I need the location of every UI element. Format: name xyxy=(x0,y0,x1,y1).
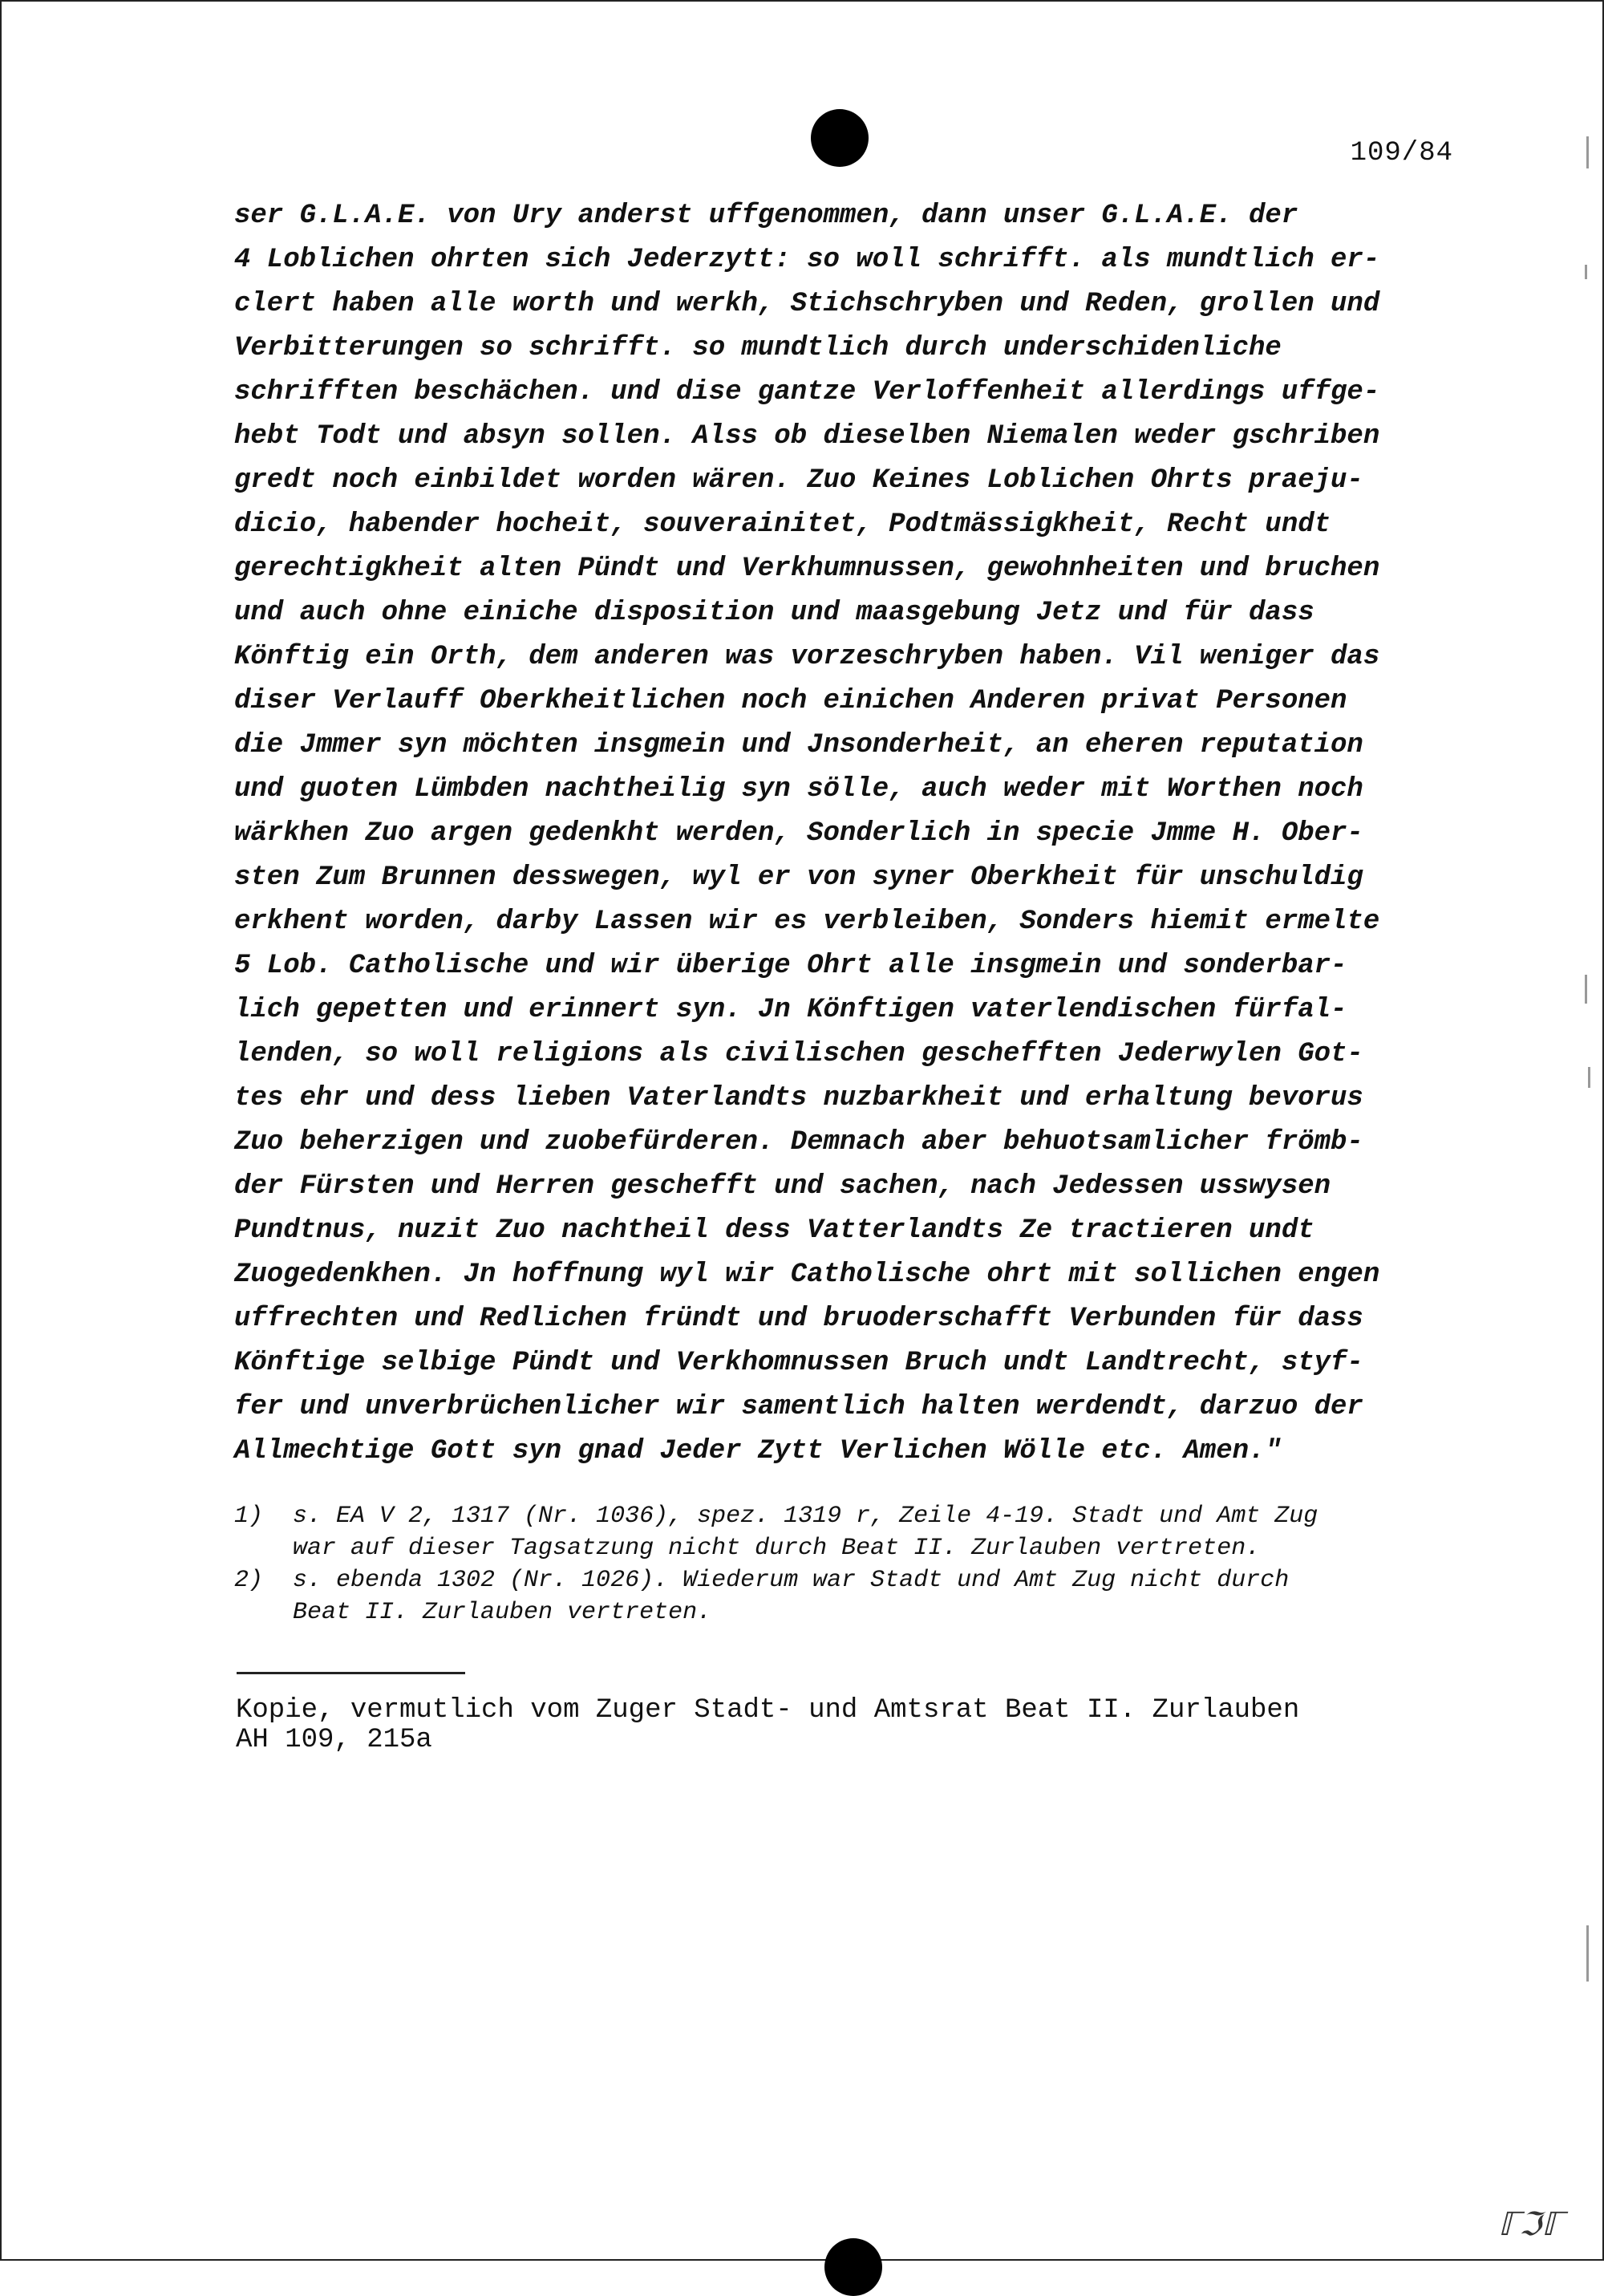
body-text-line: dicio, habender hocheit, souverainitet, Podtmässigkheit, Recht undt xyxy=(234,509,1331,540)
footnote-line: s. ebenda 1302 (Nr. 1026). Wiederum war Stadt und Amt Zug nicht durch xyxy=(293,1567,1290,1594)
body-text-line: und guoten Lümbden nachtheilig syn sölle, auch weder mit Worthen noch xyxy=(234,774,1363,805)
margin-mark xyxy=(1586,136,1589,168)
footnote-line: Beat II. Zurlauben vertreten. xyxy=(293,1599,712,1626)
body-text-line: diser Verlauff Oberkheitlichen noch einichen Anderen privat Personen xyxy=(234,686,1347,716)
margin-mark xyxy=(1585,265,1587,279)
margin-mark xyxy=(1588,1067,1590,1088)
body-text-line: gredt noch einbildet worden wären. Zuo Keines Loblichen Ohrts praeju- xyxy=(234,465,1363,496)
body-text-line: und auch ohne einiche disposition und maasgebung Jetz und für dass xyxy=(234,598,1314,628)
body-text-line: gerechtigkheit alten Pündt und Verkhumnussen, gewohnheiten und bruchen xyxy=(234,554,1380,584)
body-text-line: uffrechten und Redlichen fründt und bruoderschafft Verbunden für dass xyxy=(234,1304,1363,1334)
body-text-line: lich gepetten und erinnert syn. Jn Könftigen vaterlendischen fürfal- xyxy=(234,995,1347,1025)
corner-mark: ℾℑℾ xyxy=(1498,2209,1563,2245)
body-text xyxy=(234,194,1469,1474)
body-text-line: hebt Todt und absyn sollen. Alss ob dieselben Niemalen weder gschriben xyxy=(234,421,1380,452)
footnote-number: 2) xyxy=(234,1567,264,1594)
body-text-line: Zuo beherzigen und zuobefürderen. Demnach aber behuotsamlicher frömb- xyxy=(234,1127,1363,1158)
body-text-line: Verbitterungen so schrifft. so mundtlich durch underschidenliche xyxy=(234,333,1282,363)
margin-mark xyxy=(1585,975,1587,1004)
body-text-line: Pundtnus, nuzit Zuo nachtheil dess Vatterlandts Ze tractieren undt xyxy=(234,1215,1314,1246)
footnote-line: war auf dieser Tagsatzung nicht durch Beat II. Zurlauben vertreten. xyxy=(293,1535,1261,1562)
margin-mark xyxy=(1586,1925,1589,1982)
body-text-line: schrifften beschächen. und dise gantze Verloffenheit allerdings uffge- xyxy=(234,377,1380,408)
footnote-separator xyxy=(237,1672,465,1674)
body-text-line: sten Zum Brunnen desswegen, wyl er von syner Oberkheit für unschuldig xyxy=(234,862,1363,893)
footnote-number: 1) xyxy=(234,1503,264,1530)
body-text-line: die Jmmer syn möchten insgmein und Jnsonderheit, an eheren reputation xyxy=(234,730,1363,761)
body-text-line: erkhent worden, darby Lassen wir es verbleiben, Sonders hiemit ermelte xyxy=(234,907,1380,937)
footnotes xyxy=(234,1500,1469,1629)
body-text-line: der Fürsten und Herren geschefft und sachen, nach Jedessen usswysen xyxy=(234,1171,1331,1202)
body-text-line: lenden, so woll religions als civilischen geschefften Jederwylen Got- xyxy=(234,1039,1363,1069)
body-text-line: ser G.L.A.E. von Ury anderst uffgenommen, dann unser G.L.A.E. der xyxy=(234,201,1298,231)
source-note-line: Kopie, vermutlich vom Zuger Stadt- und Amtsrat Beat II. Zurlauben xyxy=(236,1695,1300,1726)
page-number: 109/84 xyxy=(1350,138,1453,168)
footnote xyxy=(234,1564,1469,1629)
footnote-line: s. EA V 2, 1317 (Nr. 1036), spez. 1319 r, Zeile 4-19. Stadt und Amt Zug xyxy=(293,1503,1318,1530)
footnote xyxy=(234,1500,1469,1564)
punch-hole-bottom xyxy=(824,2238,882,2296)
body-text-line: wärkhen Zuo argen gedenkht werden, Sonderlich in specie Jmme H. Ober- xyxy=(234,818,1363,849)
body-text-line: clert haben alle worth und werkh, Stichschryben und Reden, grollen und xyxy=(234,289,1380,319)
source-reference: AH 109, 215a xyxy=(236,1725,432,1755)
body-text-line: Allmechtige Gott syn gnad Jeder Zytt Verlichen Wölle etc. Amen." xyxy=(234,1436,1282,1466)
body-text-line: 4 Loblichen ohrten sich Jederzytt: so woll schrifft. als mundtlich er- xyxy=(234,245,1380,275)
source-note xyxy=(236,1696,1299,1755)
body-text-line: Zuogedenkhen. Jn hoffnung wyl wir Catholische ohrt mit sollichen engen xyxy=(234,1260,1380,1290)
body-text-line: tes ehr und dess lieben Vaterlandts nuzbarkheit und erhaltung bevorus xyxy=(234,1083,1363,1114)
body-text-line: Könftig ein Orth, dem anderen was vorzeschryben haben. Vil weniger das xyxy=(234,642,1380,672)
body-text-line: fer und unverbrüchenlicher wir samentlich halten werdendt, darzuo der xyxy=(234,1392,1363,1422)
punch-hole-top xyxy=(811,109,869,167)
body-text-line: Könftige selbige Pündt und Verkhomnussen Bruch undt Landtrecht, styf- xyxy=(234,1348,1363,1378)
body-text-line: 5 Lob. Catholische und wir überige Ohrt alle insgmein und sonderbar- xyxy=(234,951,1347,981)
